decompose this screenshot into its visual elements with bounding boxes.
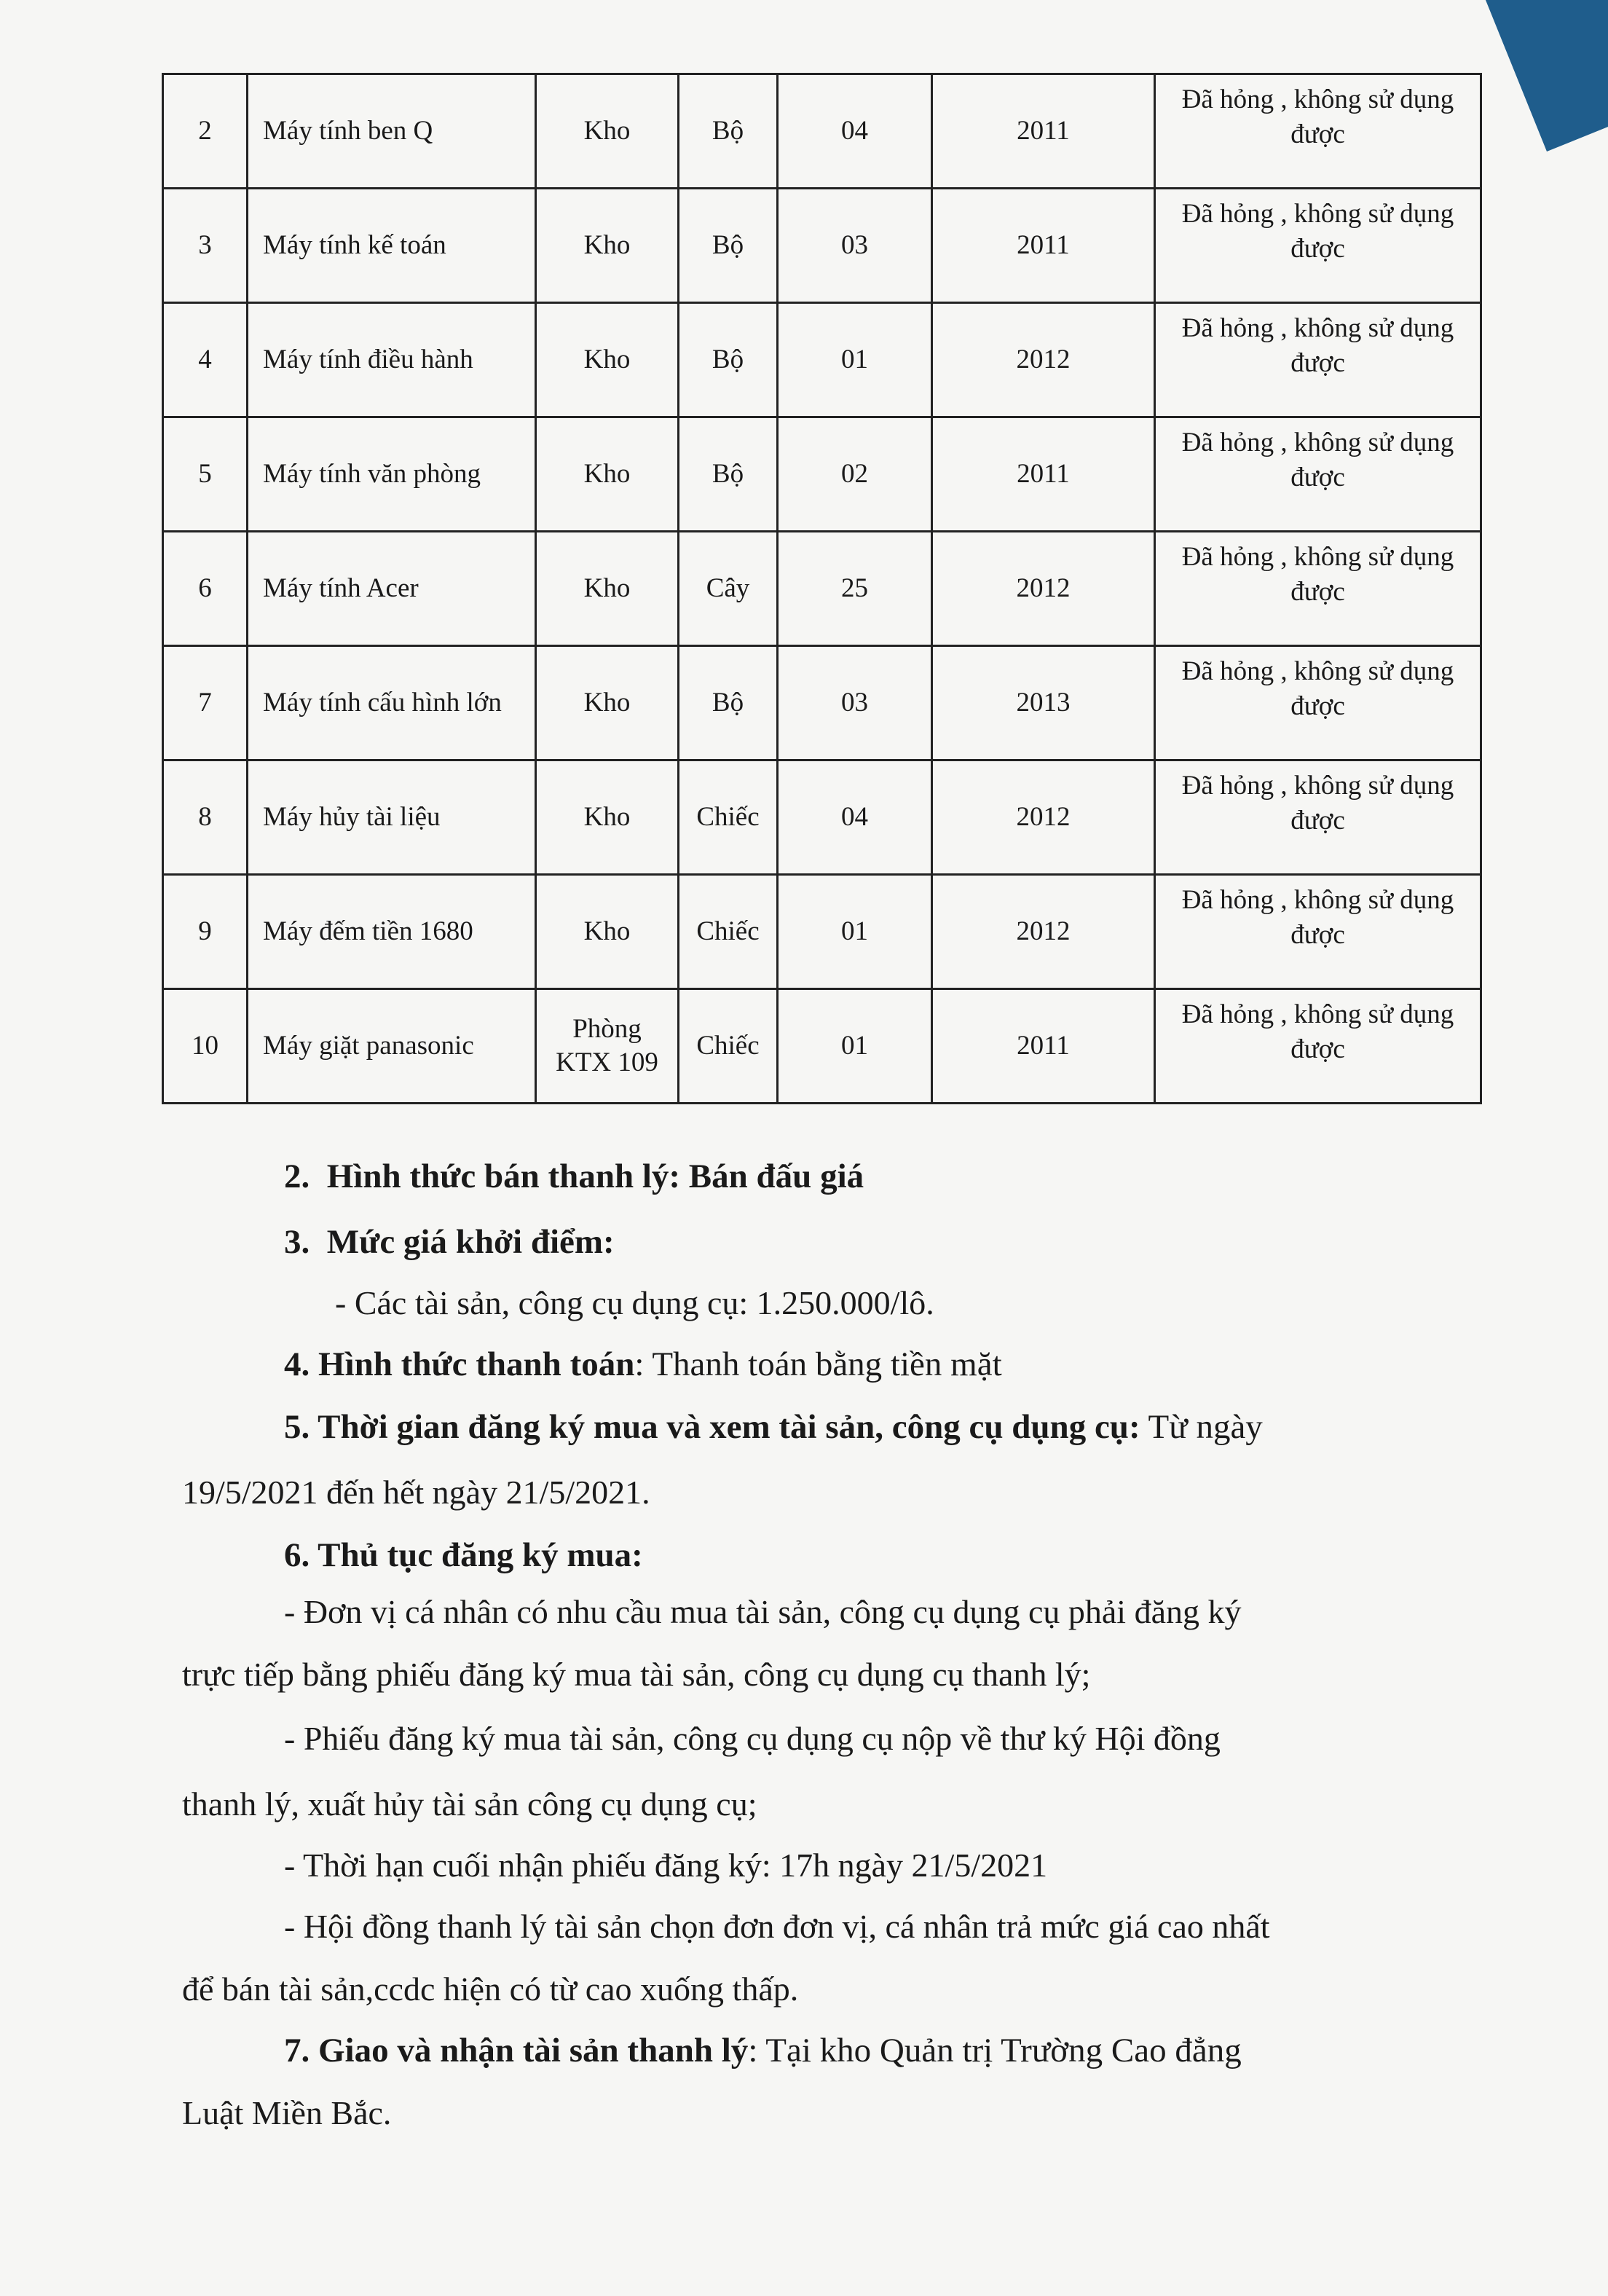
asset-year: 2012 — [932, 532, 1155, 646]
row-number: 3 — [163, 189, 248, 303]
section-3-heading: 3. Mức giá khởi điểm: — [284, 1223, 615, 1261]
asset-quantity: 04 — [778, 74, 932, 189]
asset-year: 2012 — [932, 875, 1155, 989]
asset-unit: Chiếc — [679, 989, 778, 1104]
asset-location: Kho — [536, 303, 679, 417]
asset-location: Phòng KTX 109 — [536, 989, 679, 1104]
row-number: 9 — [163, 875, 248, 989]
asset-name: Máy giặt panasonic — [248, 989, 536, 1104]
asset-location: Kho — [536, 875, 679, 989]
section-4 — [284, 1345, 1002, 1384]
asset-year: 2011 — [932, 189, 1155, 303]
section-7-label: 7. Giao và nhận tài sản thanh lý — [284, 2032, 749, 2069]
asset-unit: Bộ — [679, 646, 778, 760]
row-number: 8 — [163, 760, 248, 875]
table-row — [163, 532, 1481, 646]
row-number: 2 — [163, 74, 248, 189]
asset-quantity: 25 — [778, 532, 932, 646]
table-row — [163, 875, 1481, 989]
asset-quantity: 03 — [778, 646, 932, 760]
row-number: 4 — [163, 303, 248, 417]
asset-year: 2011 — [932, 74, 1155, 189]
asset-status: Đã hỏng , không sử dụng được — [1155, 532, 1481, 646]
section-6-item-2a: - Phiếu đăng ký mua tài sản, công cụ dụng cụ nộp về thư ký Hội đồng — [284, 1720, 1221, 1757]
asset-unit: Bộ — [679, 74, 778, 189]
asset-status: Đã hỏng , không sử dụng được — [1155, 189, 1481, 303]
asset-name: Máy tính cấu hình lớn — [248, 646, 536, 760]
asset-location: Kho — [536, 532, 679, 646]
asset-quantity: 04 — [778, 760, 932, 875]
section-5-value-a: Từ ngày — [1140, 1408, 1263, 1446]
asset-year: 2013 — [932, 646, 1155, 760]
asset-location: Kho — [536, 74, 679, 189]
table-row — [163, 646, 1481, 760]
row-number: 6 — [163, 532, 248, 646]
asset-location: Kho — [536, 417, 679, 532]
asset-location: Kho — [536, 646, 679, 760]
asset-quantity: 01 — [778, 303, 932, 417]
asset-quantity: 01 — [778, 875, 932, 989]
page-corner-decoration — [1476, 0, 1608, 152]
asset-quantity: 02 — [778, 417, 932, 532]
asset-name: Máy hủy tài liệu — [248, 760, 536, 875]
section-2-heading: 2. Hình thức bán thanh lý: Bán đấu giá — [284, 1157, 864, 1195]
asset-year: 2011 — [932, 989, 1155, 1104]
section-3-item: - Các tài sản, công cụ dụng cụ: 1.250.000/lô. — [335, 1284, 934, 1321]
asset-status: Đã hỏng , không sử dụng được — [1155, 875, 1481, 989]
section-5-label: 5. Thời gian đăng ký mua và xem tài sản, công cụ dụng cụ: — [284, 1408, 1140, 1446]
asset-unit: Cây — [679, 532, 778, 646]
asset-location: Kho — [536, 760, 679, 875]
asset-unit: Chiếc — [679, 760, 778, 875]
asset-name: Máy tính Acer — [248, 532, 536, 646]
asset-table-body — [163, 74, 1481, 1104]
section-5 — [284, 1407, 1478, 1447]
asset-unit: Bộ — [679, 417, 778, 532]
asset-year: 2012 — [932, 760, 1155, 875]
asset-status: Đã hỏng , không sử dụng được — [1155, 417, 1481, 532]
section-6-item-3: - Thời hạn cuối nhận phiếu đăng ký: 17h ngày 21/5/2021 — [284, 1847, 1048, 1884]
asset-location: Kho — [536, 189, 679, 303]
asset-status: Đã hỏng , không sử dụng được — [1155, 760, 1481, 875]
table-row — [163, 417, 1481, 532]
section-5-value-b: 19/5/2021 đến hết ngày 21/5/2021. — [182, 1474, 650, 1511]
asset-status: Đã hỏng , không sử dụng được — [1155, 74, 1481, 189]
asset-quantity: 01 — [778, 989, 932, 1104]
table-row — [163, 189, 1481, 303]
table-row — [163, 989, 1481, 1104]
asset-year: 2012 — [932, 303, 1155, 417]
section-6-item-1a: - Đơn vị cá nhân có nhu cầu mua tài sản, công cụ dụng cụ phải đăng ký — [284, 1593, 1242, 1630]
asset-status: Đã hỏng , không sử dụng được — [1155, 303, 1481, 417]
asset-name: Máy tính ben Q — [248, 74, 536, 189]
asset-status: Đã hỏng , không sử dụng được — [1155, 646, 1481, 760]
section-6-item-4b: để bán tài sản,ccdc hiện có từ cao xuống thấp. — [182, 1970, 799, 2008]
table-row — [163, 760, 1481, 875]
section-7-value-a: : Tại kho Quản trị Trường Cao đẳng — [748, 2032, 1242, 2069]
asset-name: Máy đếm tiền 1680 — [248, 875, 536, 989]
asset-unit: Bộ — [679, 189, 778, 303]
asset-table — [162, 73, 1482, 1104]
row-number: 7 — [163, 646, 248, 760]
section-4-label: 4. Hình thức thanh toán — [284, 1345, 635, 1383]
row-number: 5 — [163, 417, 248, 532]
section-6-item-2b: thanh lý, xuất hủy tài sản công cụ dụng cụ; — [182, 1785, 757, 1823]
asset-name: Máy tính văn phòng — [248, 417, 536, 532]
table-row — [163, 74, 1481, 189]
asset-status: Đã hỏng , không sử dụng được — [1155, 989, 1481, 1104]
section-6-item-1b: trực tiếp bằng phiếu đăng ký mua tài sản, công cụ dụng cụ thanh lý; — [182, 1656, 1091, 1693]
asset-name: Máy tính điều hành — [248, 303, 536, 417]
section-7-value-b: Luật Miền Bắc. — [182, 2094, 392, 2131]
section-6-item-4a: - Hội đồng thanh lý tài sản chọn đơn đơn vị, cá nhân trả mức giá cao nhất — [284, 1908, 1270, 1945]
section-7 — [284, 2031, 1242, 2070]
section-4-value: : Thanh toán bằng tiền mặt — [634, 1345, 1002, 1383]
asset-unit: Bộ — [679, 303, 778, 417]
asset-quantity: 03 — [778, 189, 932, 303]
row-number: 10 — [163, 989, 248, 1104]
asset-year: 2011 — [932, 417, 1155, 532]
asset-unit: Chiếc — [679, 875, 778, 989]
table-row — [163, 303, 1481, 417]
section-6-heading: 6. Thủ tục đăng ký mua: — [284, 1536, 643, 1574]
asset-name: Máy tính kế toán — [248, 189, 536, 303]
